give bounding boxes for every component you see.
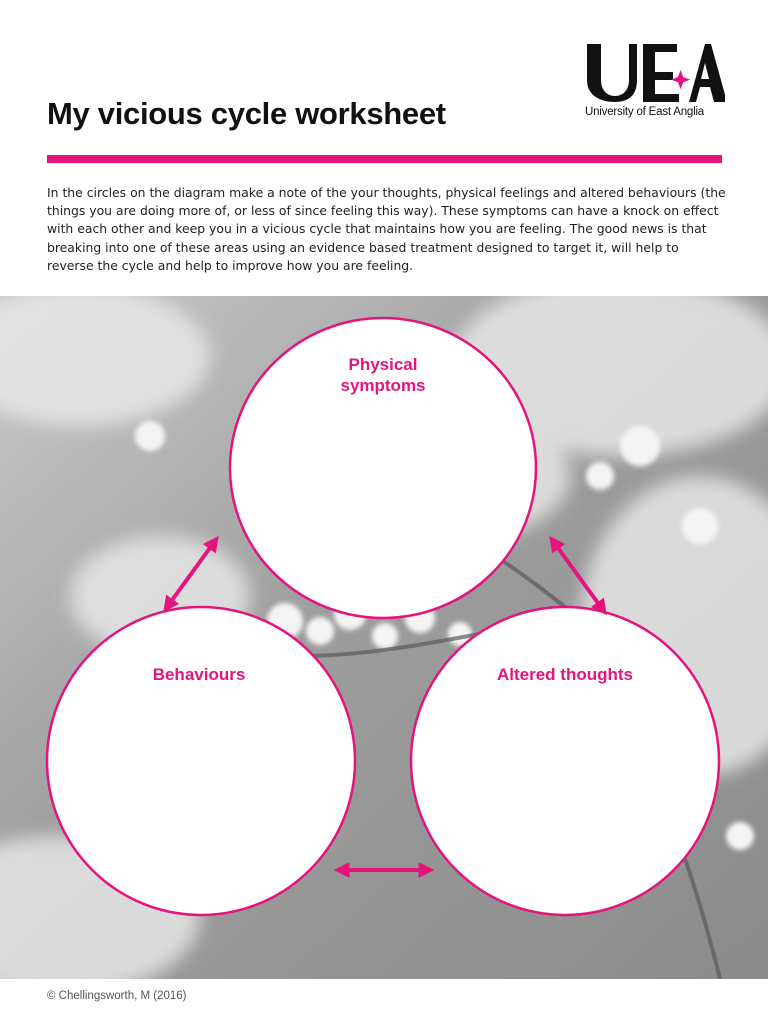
physical-symptoms-label-line2: symptoms [340,376,426,395]
page-title: My vicious cycle worksheet [47,96,446,131]
title-divider [47,155,722,163]
uea-star-icon [671,70,690,89]
altered-thoughts-label: Altered thoughts [497,665,633,684]
double-arrow-icon [553,541,603,610]
copyright-footer: © Chellingsworth, M (2016) [47,990,187,1002]
altered-thoughts-circle[interactable] [411,607,719,915]
double-arrow-icon [167,541,215,607]
behaviours-label: Behaviours [152,665,246,684]
logo-caption: University of East Anglia [585,106,705,118]
intro-paragraph: In the circles on the diagram make a note of the your thoughts, physical feelings and altered behaviours (the things you are doing more of, or less of since feeling this way). These symptoms can have a knock on effect with each other and keep you in a vicious cycle that maintains how you are feeling. The good news is that breaking into one of these areas using an evidence based treatment designed to target it, will help to reverse the cycle and help to improve how you are feeling. [47,185,726,273]
behaviours-circle[interactable] [47,607,355,915]
vicious-cycle-diagram [0,296,768,979]
physical-symptoms-label-line1: Physical [348,355,418,374]
